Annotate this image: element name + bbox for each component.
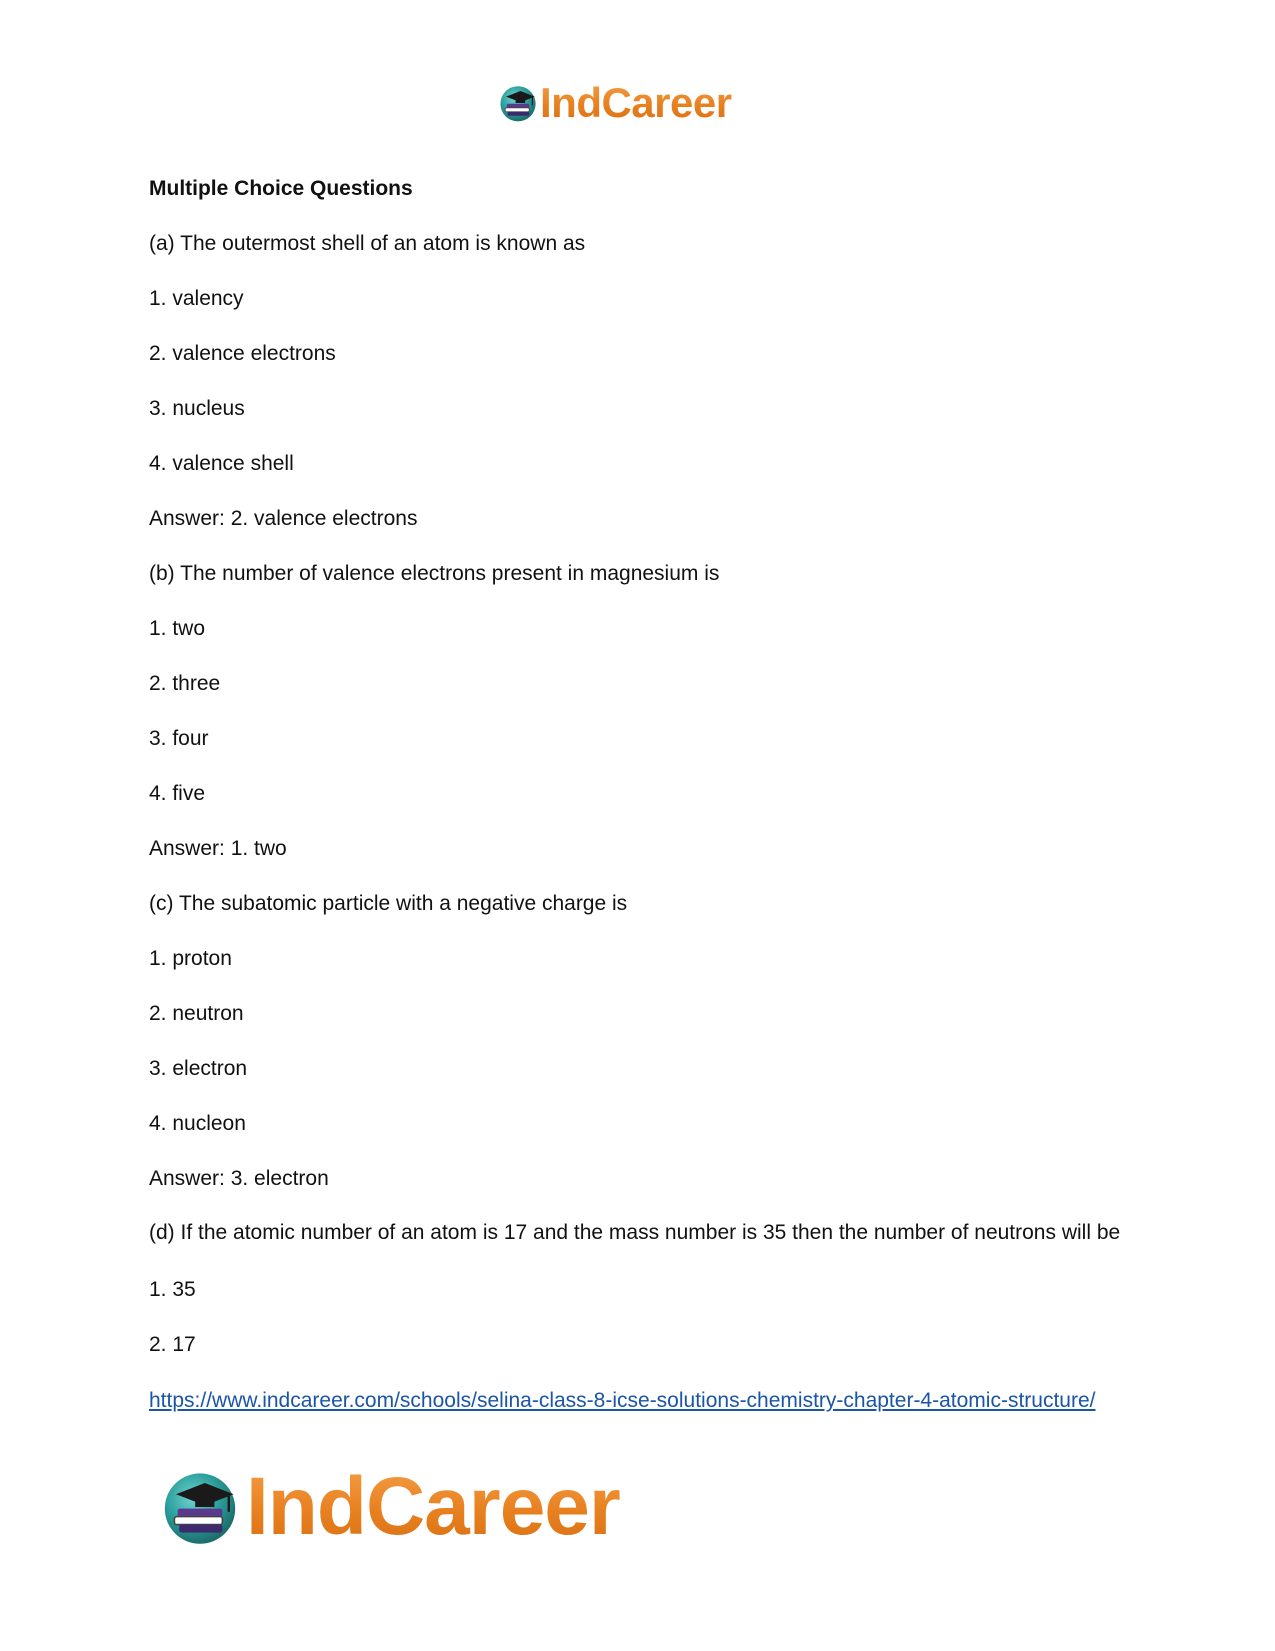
- option-item: 2. neutron: [149, 1002, 244, 1025]
- question-prompt: (a) The outermost shell of an atom is known as: [149, 232, 586, 255]
- answer-line: Answer: 2. valence electrons: [149, 507, 418, 530]
- question-prompt: (b) The number of valence electrons present in magnesium is: [149, 562, 720, 585]
- footer-logo: [160, 1460, 620, 1554]
- option-item: 2. three: [149, 672, 221, 695]
- option-item: 4. valence shell: [149, 452, 294, 475]
- answer-line: Answer: 3. electron: [149, 1167, 329, 1190]
- option-item: 3. electron: [149, 1057, 248, 1080]
- footer-logo-text: IndCareer: [246, 1461, 620, 1552]
- option-item: 1. two: [149, 617, 206, 640]
- option-item: 1. proton: [149, 947, 232, 970]
- source-link[interactable]: https://www.indcareer.com/schools/selina-class-8-icse-solutions-chemistry-chapter-4-atomic-structure/: [149, 1389, 1096, 1412]
- option-item: 1. valency: [149, 287, 244, 310]
- question-prompt: (d) If the atomic number of an atom is 17 and the mass number is 35 then the number of neutrons will be: [149, 1221, 1121, 1244]
- option-item: 2. 17: [149, 1333, 196, 1356]
- answer-line: Answer: 1. two: [149, 837, 287, 860]
- option-item: 3. four: [149, 727, 209, 750]
- question-prompt: (c) The subatomic particle with a negative charge is: [149, 892, 628, 915]
- graduation-cap-books-globe-icon: [160, 1467, 240, 1547]
- option-item: 4. five: [149, 782, 206, 805]
- option-item: 1. 35: [149, 1278, 196, 1301]
- header-logo: [498, 78, 732, 128]
- graduation-cap-books-globe-icon: [498, 83, 538, 123]
- option-item: 2. valence electrons: [149, 342, 336, 365]
- option-item: 3. nucleus: [149, 397, 245, 420]
- section-title: Multiple Choice Questions: [149, 177, 413, 200]
- document-body: [149, 175, 1139, 1359]
- header-logo-text: IndCareer: [540, 79, 732, 126]
- option-item: 4. nucleon: [149, 1112, 246, 1135]
